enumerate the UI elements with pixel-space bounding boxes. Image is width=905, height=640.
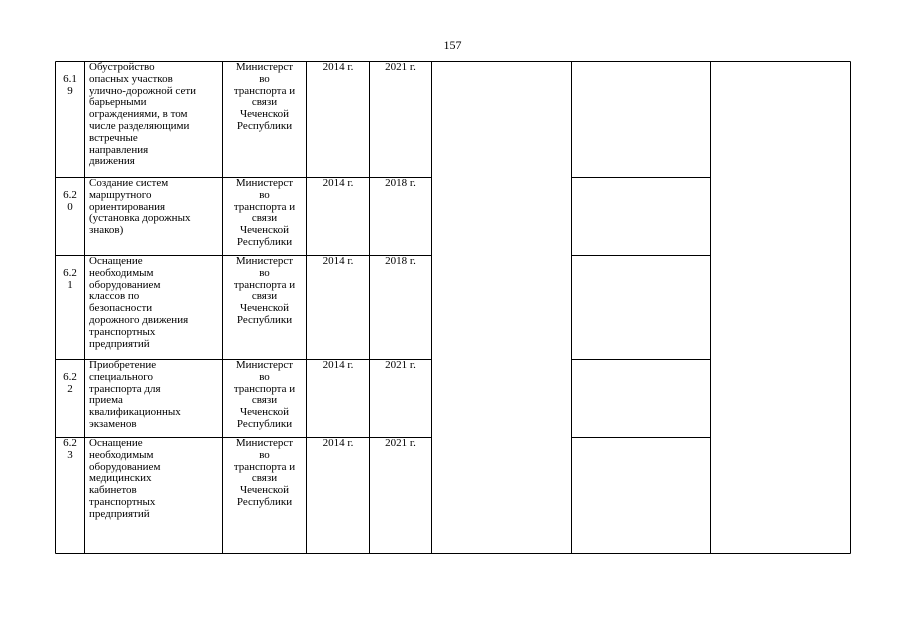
row-1-start: 2014 г.	[322, 62, 354, 73]
row-2-executor: Министерст во транспорта и связи Чеченской Республики	[233, 178, 296, 248]
row-4-executor: Министерст во транспорта и связи Чеченской Республики	[233, 360, 296, 430]
row-1-number: 6.1 9	[63, 74, 77, 97]
page-number: 157	[443, 38, 462, 52]
row-3-executor: Министерст во транспорта и связи Чеченской Республики	[233, 256, 296, 326]
row-4-number: 6.2 2	[63, 372, 77, 395]
row-4-name: Приобретение специального транспорта для приема квалификационных экзаменов	[89, 360, 181, 430]
row-2-end: 2018 г.	[385, 178, 416, 189]
row-2-name: Создание систем маршрутного ориентирования (установка дорожных знаков)	[89, 178, 191, 237]
row-1-executor: Министерст во транспорта и связи Чеченской Республики	[233, 62, 296, 132]
row-4-start: 2014 г.	[322, 360, 354, 371]
row-3-name: Оснащение необходимым оборудованием классов по безопасности дорожного движения транспортных предприятий	[89, 256, 189, 350]
row-3-start: 2014 г.	[322, 256, 354, 267]
row-2-start: 2014 г.	[322, 178, 354, 189]
row-5-name: Оснащение необходимым оборудованием медицинских кабинетов транспортных предприятий	[89, 438, 161, 520]
row-5-number: 6.2 3	[63, 438, 77, 461]
row-1-end: 2021 г.	[385, 62, 416, 73]
row-3-number: 6.2 1	[63, 268, 77, 291]
row-1-name: Обустройство опасных участков улично-дорожной сети барьерными ограждениями, в том числе разделяющими встречные направления движения	[89, 62, 197, 168]
row-5-end: 2021 г.	[385, 438, 416, 449]
row-3-end: 2018 г.	[385, 256, 416, 267]
row-5-start: 2014 г.	[322, 438, 354, 449]
row-4-end: 2021 г.	[385, 360, 416, 371]
row-2-number: 6.2 0	[63, 190, 77, 213]
row-5-executor: Министерст во транспорта и связи Чеченской Республики	[233, 438, 296, 508]
